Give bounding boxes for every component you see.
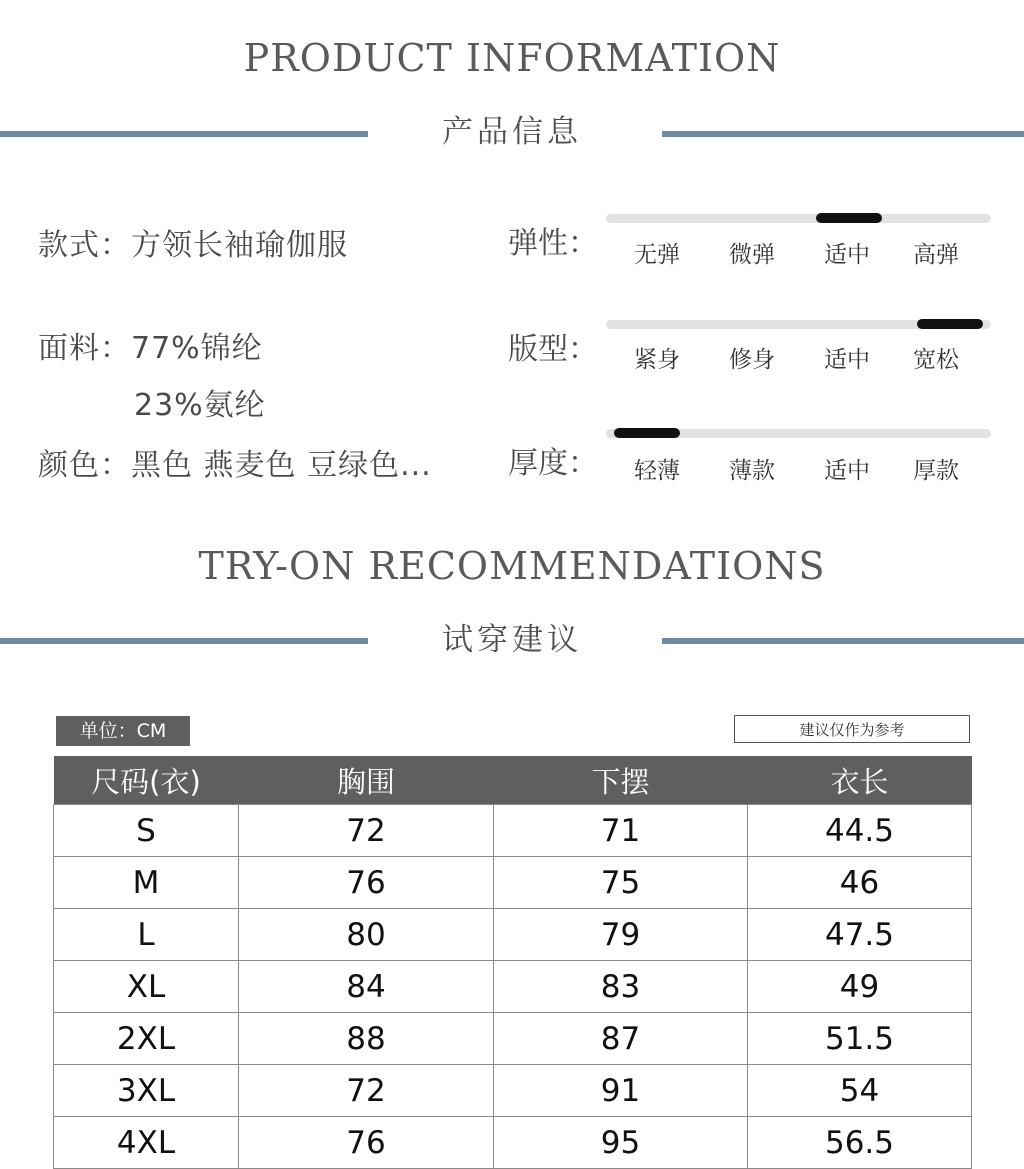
product-info-title-cn: 产品信息 [442, 114, 582, 150]
cell-length: 44.5 [748, 805, 972, 857]
scale-option: 适中 [824, 458, 870, 484]
scale-marker-fit [917, 319, 983, 329]
cell-size: S [54, 805, 239, 857]
table-row [54, 909, 972, 961]
spec-style: 款式：方领长袖瑜伽服 [38, 228, 348, 263]
scale-marker-thickness [614, 428, 680, 438]
cell-size: 3XL [54, 1065, 239, 1117]
header-length: 衣长 [748, 756, 972, 805]
table-row [54, 1013, 972, 1065]
cell-size: M [54, 857, 239, 909]
cell-chest: 72 [239, 1065, 494, 1117]
section-rule-right [662, 638, 1024, 644]
try-on-title-en: TRY-ON RECOMMENDATIONS [198, 544, 826, 588]
cell-hem: 83 [494, 961, 748, 1013]
cell-length: 47.5 [748, 909, 972, 961]
cell-chest: 88 [239, 1013, 494, 1065]
cell-hem: 87 [494, 1013, 748, 1065]
header-hem: 下摆 [494, 756, 748, 805]
cell-chest: 72 [239, 805, 494, 857]
scale-track-fit [606, 320, 991, 329]
header-size: 尺码(衣) [54, 756, 239, 805]
cell-hem: 91 [494, 1065, 748, 1117]
scale-option: 高弹 [913, 242, 959, 268]
scale-option: 紧身 [634, 347, 680, 373]
section-rule-right [662, 131, 1024, 137]
scale-option: 厚款 [913, 458, 959, 484]
cell-length: 49 [748, 961, 972, 1013]
cell-length: 46 [748, 857, 972, 909]
cell-hem: 75 [494, 857, 748, 909]
try-on-title-cn: 试穿建议 [442, 622, 582, 658]
table-row [54, 961, 972, 1013]
cell-length: 56.5 [748, 1117, 972, 1169]
size-table-header [54, 756, 972, 805]
scale-option: 微弹 [729, 242, 775, 268]
scale-option: 宽松 [913, 347, 959, 373]
cell-size: XL [54, 961, 239, 1013]
header-chest: 胸围 [239, 756, 494, 805]
scale-label-fit: 版型： [508, 332, 598, 367]
unit-badge: 单位：CM [56, 716, 190, 746]
spec-fabric: 面料：77%锦纶 [38, 331, 263, 366]
scale-track-thickness [606, 429, 991, 438]
scale-marker-elasticity [816, 213, 882, 223]
spec-color: 颜色：黑色 燕麦色 豆绿色... [38, 448, 432, 483]
cell-length: 54 [748, 1065, 972, 1117]
cell-length: 51.5 [748, 1013, 972, 1065]
product-info-title-en: PRODUCT INFORMATION [243, 36, 781, 80]
scale-option: 适中 [824, 347, 870, 373]
scale-option: 修身 [729, 347, 775, 373]
scale-option: 无弹 [634, 242, 680, 268]
cell-chest: 84 [239, 961, 494, 1013]
table-row [54, 1117, 972, 1169]
scale-label-elasticity: 弹性： [508, 226, 598, 261]
cell-hem: 71 [494, 805, 748, 857]
table-row [54, 805, 972, 857]
cell-hem: 79 [494, 909, 748, 961]
scale-option: 适中 [824, 242, 870, 268]
cell-chest: 76 [239, 857, 494, 909]
cell-hem: 95 [494, 1117, 748, 1169]
cell-size: L [54, 909, 239, 961]
scale-track-elasticity [606, 214, 991, 223]
reference-note: 建议仅作为参考 [734, 715, 970, 743]
spec-fabric-line2: 23%氨纶 [134, 388, 266, 423]
cell-size: 2XL [54, 1013, 239, 1065]
scale-option: 轻薄 [634, 458, 680, 484]
cell-chest: 76 [239, 1117, 494, 1169]
scale-label-thickness: 厚度： [508, 446, 598, 481]
scale-option: 薄款 [729, 458, 775, 484]
size-table [53, 756, 972, 1169]
table-row [54, 857, 972, 909]
cell-chest: 80 [239, 909, 494, 961]
cell-size: 4XL [54, 1117, 239, 1169]
table-row [54, 1065, 972, 1117]
